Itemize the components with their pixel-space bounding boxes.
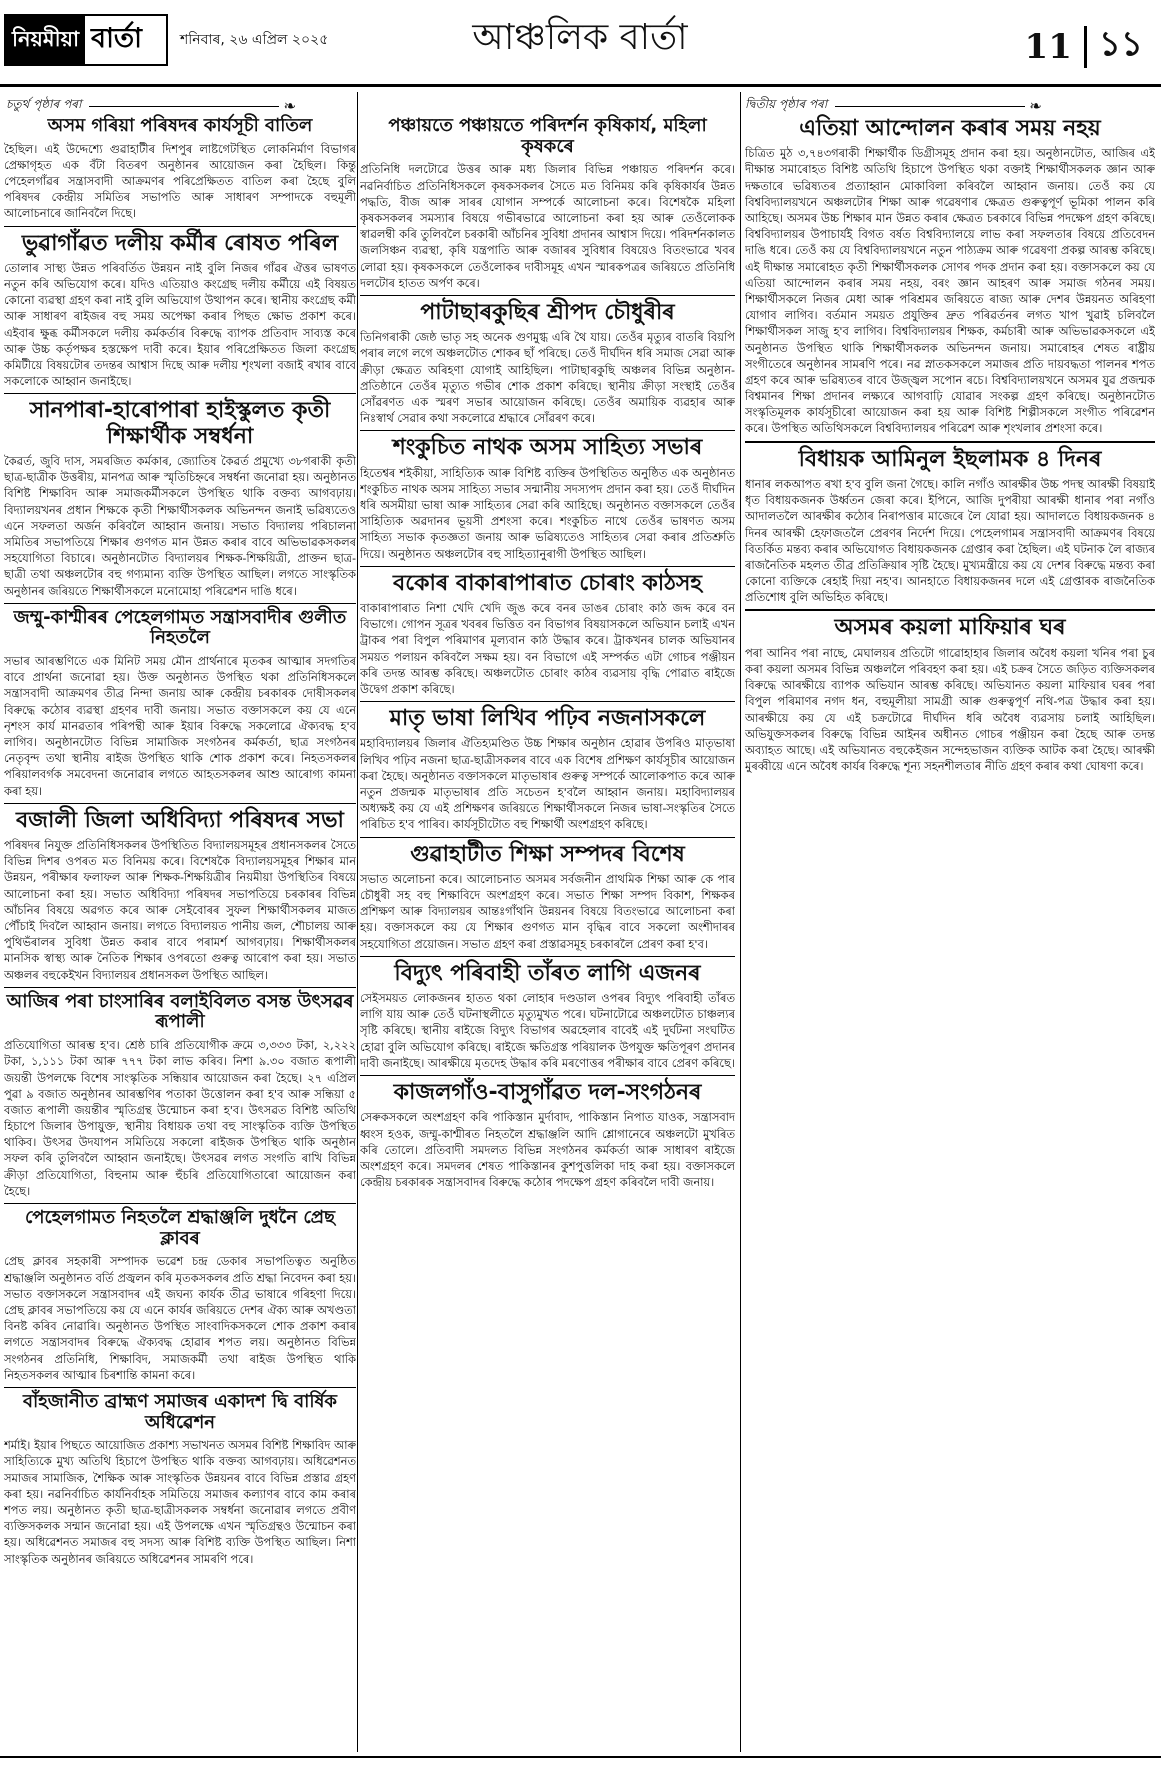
issue-date: শনিবাৰ, ২৬ এপ্ৰিল ২০২৫ (180, 32, 329, 48)
page-number-english: 11 (1024, 26, 1072, 67)
article-body: শৰ্মাই। ইয়াৰ পিছতে আয়োজিত প্ৰকাশ্য সভাখনত অসমৰ বিশিষ্ট শিক্ষাবিদ আৰু সাহিত্যিকে মুখ্য অতিথি হিচাপে উপস্থিত থাকি বক্তব্য আগবঢ়ায়। অধিৱেশনত সমাজৰ সামাজিক, শৈক্ষিক আৰু সাংস্কৃতিক উন্নয়নৰ বাবে বিভিন্ন প্ৰস্তাৱ গ্ৰহণ কৰা হয়। নৱনিৰ্বাচিত কাৰ্যনিৰ্বাহক সমিতিয়ে সমাজৰ কল্যাণৰ বাবে কাম কৰাৰ শপত লয়। অনুষ্ঠানত কৃতী ছাত্ৰ-ছাত্ৰীসকলক সম্বৰ্ধনা জনোৱাৰ লগতে প্ৰবীণ ব্যক্তিসকলক সন্মান জনোৱা হয়। এই উপলক্ষে এখন স্মৃতিগ্ৰন্থও উন্মোচন কৰা হয়। অধিৱেশনত সমাজৰ বহু সদস্য আৰু বিশিষ্ট ব্যক্তি উপস্থিত আছিল। নিশা সাংস্কৃতিক অনুষ্ঠানৰ জৰিয়তে অধিৱেশনৰ সামৰণি পৰে। (4, 1438, 356, 1566)
article-headline: পাটাছাৰকুছিৰ শ্ৰীপদ চৌধুৰীৰ (420, 299, 675, 325)
page-number-assamese: ১১ (1098, 24, 1143, 64)
article-divider (360, 295, 735, 296)
article (4, 1392, 356, 1567)
article-body: পৰিষদৰ নিযুক্ত প্ৰতিনিধিসকলৰ উপস্থিতিত বিদ্যালয়সমূহৰ প্ৰধানসকলৰ সৈতে বিভিন্ন দিশৰ ওপৰত মত বিনিময় কৰে। বিশেষকৈ বিদ্যালয়সমূহৰ শিক্ষাৰ মান উন্নয়ন, পৰীক্ষাৰ ফলাফল আৰু শিক্ষক-শিক্ষয়িত্ৰীৰ নিয়মীয়া উপস্থিতিৰ বিষয়ে আলোচনা কৰা হয়। সভাত অধিবিদ্যা পৰিষদৰ সভাপতিয়ে চৰকাৰৰ বিভিন্ন আঁচনিৰ বিষয়ে অৱগত কৰে আৰু সেইবোৰৰ সুফল শিক্ষাৰ্থীসকলৰ মাজত পৌঁচাই দিবলৈ আহ্বান জনায়। লগতে বিদ্যালয়ত পানীয় জল, শৌচালয় আৰু পুথিভঁৰালৰ সুবিধা উন্নত কৰাৰ বাবে পৰামৰ্শ আগবঢ়ায়। শিক্ষাৰ্থীসকলৰ মানসিক স্বাস্থ্য আৰু নৈতিক শিক্ষাৰ ওপৰতো গুৰুত্ব আৰোপ কৰা হয়। সভাত অঞ্চলৰ বহুকেইখন বিদ্যালয়ৰ প্ৰধানসকল উপস্থিত আছিল। (4, 838, 356, 982)
article-divider (4, 603, 356, 604)
article-divider (360, 566, 735, 567)
continued-right-ornament-icon: ❧ (1029, 97, 1042, 115)
article-divider (4, 1387, 356, 1388)
article-headline: বজালী জিলা অধিবিদ্যা পৰিষদৰ সভা (16, 807, 344, 833)
article-divider (360, 837, 735, 838)
article-divider (745, 609, 1155, 611)
article-divider (360, 430, 735, 431)
article-body: বাকাৰাপাৰাত নিশা খেদি খেদি জুঙ কৰে বনৰ ডাঙৰ চোৰাং কাঠ জব্দ কৰে বন বিভাগে। গোপন সূত্ৰৰ খবৰৰ ভিত্তিত বন বিভাগৰ বিষয়াসকলে অভিযান চলাই এখন ট্ৰাকৰ পৰা বিপুল পৰিমাণৰ মূল্যবান কাঠ উদ্ধাৰ কৰে। ট্ৰাকখনৰ চালক অভিযানৰ সময়ত পলায়ন কৰিবলৈ সক্ষম হয়। বন বিভাগে এই সম্পৰ্কত এটা গোচৰ পঞ্জীয়ন কৰি তদন্ত আৰম্ভ কৰিছে। অঞ্চলটোত চোৰাং কাঠৰ ব্যৱসায় বৃদ্ধি পোৱাত ৰাইজে উদ্বেগ প্ৰকাশ কৰিছে। (360, 601, 735, 696)
article-body: হিতেশ্বৰ শইকীয়া, সাহিত্যিক আৰু বিশিষ্ট ব্যক্তিৰ উপস্থিতিত অনুষ্ঠিত এক অনুষ্ঠানত শংকুচিত নাথক অসম সাহিত্য সভাৰ সন্মানীয় সদস্যপদ প্ৰদান কৰা হয়। তেওঁ দীৰ্ঘদিন ধৰি অসমীয়া ভাষা আৰু সাহিত্যৰ সেৱা কৰি আহিছে। অনুষ্ঠানত বক্তাসকলে তেওঁৰ সাহিত্যিক অৱদানৰ ভূয়সী প্ৰশংসা কৰে। শংকুচিত নাথে তেওঁৰ ভাষণত অসম সাহিত্য সভাক কৃতজ্ঞতা জনায় আৰু ভৱিষ্যতেও সাহিত্যৰ সেৱা কৰাৰ প্ৰতিশ্ৰুতি দিয়ে। অনুষ্ঠানত অঞ্চলটোৰ বহু সাহিত্যানুৰাগী উপস্থিত আছিল। (360, 465, 735, 561)
column-middle (360, 112, 735, 1752)
article (360, 571, 735, 697)
column-divider (740, 92, 741, 1752)
article-headline: শংকুচিত নাথক অসম সাহিত্য সভাৰ (392, 435, 703, 461)
article (360, 116, 735, 291)
article-headline: কাজলগাঁও-বাসুগাঁৱত দল-সংগঠনৰ (393, 1080, 702, 1106)
article-headline: গুৱাহাটীত শিক্ষা সম্পদৰ বিশেষ (410, 841, 685, 867)
continued-right-text: দ্বিতীয় পৃষ্ঠাৰ পৰা (745, 97, 828, 111)
article-headline: অসমৰ কয়লা মাফিয়াৰ ঘৰ (834, 615, 1066, 641)
article (360, 435, 735, 561)
article (4, 231, 356, 390)
article-divider (360, 1075, 735, 1076)
article (360, 842, 735, 952)
article-body: ধানাৰ লকআপত ৰখা হ'ব বুলি জনা গৈছে। কালি নগাঁও আৰক্ষীৰ উচ্চ পদস্থ আৰক্ষী বিষয়াই ধৃত বিধায়কজনক উৰ্ধ্বতন জেৰা কৰে। ইপিনে, আজি দুপৰীয়া আৰক্ষী ধানাৰ পৰা নগাঁও আদালতলৈ আৰক্ষীৰ কঠোৰ নিৰাপত্তাৰ মাজেৰে লৈ যোৱা হয়। আদালতে বিধায়কজনক ৪ দিনৰ আৰক্ষী হেফাজতলৈ প্ৰেৰণৰ নিৰ্দেশ দিয়ে। পেহেলগামৰ সন্ত্ৰাসবাদী আক্ৰমণৰ বিষয়ে বিতৰ্কিত মন্তব্য কৰাৰ অভিযোগত বিধায়কজনক গ্ৰেপ্তাৰ কৰা হৈছিল। এই ঘটনাক লৈ ৰাজ্যৰ ৰাজনৈতিক মহলত তীব্ৰ প্ৰতিক্ৰিয়াৰ সৃষ্টি হৈছে। মুখ্যমন্ত্ৰীয়ে কয় যে দেশৰ বিৰুদ্ধে মন্তব্য কৰা কোনো ব্যক্তিকে ৰেহাই দিয়া নহ'ব। আনহাতে বিধায়কজনৰ দলে এই গ্ৰেপ্তাৰক ৰাজনৈতিক প্ৰতিশোধ বুলি অভিহিত কৰিছে। (745, 476, 1155, 605)
article (745, 615, 1155, 774)
article (360, 961, 735, 1071)
article-headline: এতিয়া আন্দোলন কৰাৰ সময় নহয় (799, 116, 1101, 141)
continued-right-line (835, 106, 1025, 107)
article (745, 116, 1155, 437)
article-body: তিনিগৰাকী জেষ্ঠ ভাতৃ সহ অনেক গুণমুগ্ধ এৰি থৈ যায়। তেওঁৰ মৃত্যুৰ বাতৰি বিয়পি পৰাৰ লগে লগে অঞ্চলটোত শোকৰ ছাঁ পৰিছে। তেওঁ দীৰ্ঘদিন ধৰি সমাজ সেৱা আৰু ক্ৰীড়া ক্ষেত্ৰত অৰিহণা যোগাই আহিছিল। পাটাছাৰকুছি অঞ্চলৰ বিভিন্ন অনুষ্ঠান-প্ৰতিষ্ঠানে তেওঁৰ মৃত্যুত গভীৰ শোক প্ৰকাশ কৰিছে। স্থানীয় ক্ৰীড়া সংস্থাই তেওঁৰ সোঁৱৰণত এক স্মৰণ সভাৰ আয়োজন কৰিছে। তেওঁৰ অমায়িক ব্যৱহাৰ আৰু নিঃস্বাৰ্থ সেৱাৰ কথা সকলোৱে শ্ৰদ্ধাৰে সোঁৱৰণ কৰে। (360, 330, 735, 426)
article-headline: আজিৰ পৰা চাংসাৰিৰ বলাইবিলত বসন্ত উৎসৱৰ ৰূপালী (6, 990, 354, 1033)
page-number-divider (1084, 26, 1087, 68)
article-body: সভাত অলোচনা কৰে। আলোচনাত অসমৰ সৰ্বজনীন প্ৰাথমিক শিক্ষা আৰু কে পাৰ চৌধুৰী সহ বহু শিক্ষাবিদে অংশগ্ৰহণ কৰে। সভাত শিক্ষা সম্পদ বিকাশ, শিক্ষকৰ প্ৰশিক্ষণ আৰু বিদ্যালয়ৰ আন্তঃগাঁথনি উন্নয়নৰ বিষয়ে বিতংভাৱে আলোচনা কৰা হয়। বক্তাসকলে কয় যে শিক্ষাৰ গুণগত মান বৃদ্ধিৰ বাবে সকলো অংশীদাৰৰ সহযোগিতা প্ৰয়োজন। সভাত গ্ৰহণ কৰা প্ৰস্তাৱসমূহ চৰকাৰলৈ প্ৰেৰণ কৰা হ'ব। (360, 871, 735, 951)
article-headline: পেহেলগামত নিহতলৈ শ্ৰদ্ধাঞ্জলি দুধনৈ প্ৰেছ ক্লাবৰ (25, 1207, 335, 1249)
article-headline: অসম গৰিয়া পৰিষদৰ কাৰ্যসূচী বাতিল (47, 115, 313, 136)
logo-part-2: বাৰ্তা (91, 22, 142, 54)
continued-left-line (89, 106, 279, 107)
article-headline: বিদ্যুৎ পৰিবাহী তাঁৰত লাগি এজনৰ (394, 960, 701, 986)
column-right (745, 112, 1155, 1752)
article-headline: বিধায়ক আমিনুল ইছলামক ৪ দিনৰ (798, 446, 1102, 472)
page-number (1025, 18, 1143, 75)
column-left (4, 112, 356, 1752)
article-headline: বকোৰ বাকাৰাপাৰাত চোৰাং কাঠসহ (392, 570, 702, 596)
article-divider (4, 393, 356, 394)
article-body: তোলাৰ সাস্থ্য উন্নত পৰিবৰ্তিত উন্নয়ন নাই বুলি নিজৰ গাঁৱৰ ঐত্তৰ ভাষণত নতুন কৰি অভিযোগ কৰে। যদিও এতিয়াও কংগ্ৰেছ দলীয় কৰ্মীয়ে এই বিষয়ত কোনো ব্যৱস্থা গ্ৰহণ কৰা নাই বুলি অভিযোগ উত্থাপন কৰে। স্থানীয় কংগ্ৰেছ কৰ্মী আৰু সাধাৰণ ৰাইজৰ বহু সময় অপেক্ষা কৰাৰ পিছত ক্ষোভ প্ৰকাশ কৰে। এইবাৰ ক্ষুব্ধ কৰ্মীসকলে দলীয় কৰ্মকৰ্তাৰ বিৰুদ্ধে ব্যাপক প্ৰতিবাদ সাব্যস্ত কৰে আৰু উচ্চ কৰ্তৃপক্ষৰ হস্তক্ষেপ দাবী কৰে। ইয়াৰ পৰিপ্ৰেক্ষিতত জিলা কংগ্ৰেছ কমিটীয়ে বিষয়টোৰ তদন্তৰ আশ্বাস দিছে আৰু দলীয় শৃংখলা বজাই ৰখাৰ বাবে সকলোকে আহ্বান জনাইছে। (4, 260, 356, 389)
article-headline: জম্মু-কাশ্মীৰৰ পেহেলগামত সন্ত্ৰাসবাদীৰ গুলীত নিহতলৈ (13, 606, 347, 649)
article-headline: সানপাৰা-হাৰোপাৰা হাইস্কুলত কৃতী শিক্ষাৰ্থীক সম্বৰ্ধনা (29, 398, 331, 449)
article-body: প্ৰেছ ক্লাবৰ সহকাৰী সম্পাদক ভৱেশ চন্দ্ৰ ডেকাৰ সভাপতিত্বত অনুষ্ঠিত শ্ৰদ্ধাঞ্জলি অনুষ্ঠানত বৰ্তি প্ৰজ্বলন কৰি মৃতকসকলৰ প্ৰতি শ্ৰদ্ধা নিবেদন কৰা হয়। সভাত বক্তাসকলে সন্ত্ৰাসবাদৰ এই জঘন্য কাৰ্যক তীব্ৰ ভাষাৰে গৰিহণা দিয়ে। প্ৰেছ ক্লাবৰ সভাপতিয়ে কয় যে এনে কাৰ্যৰ জৰিয়তে দেশৰ ঐক্য আৰু অখণ্ডতা বিনষ্ট কৰিব নোৱাৰি। অনুষ্ঠানত উপস্থিত সাংবাদিকসকলে শোক প্ৰকাশ কৰাৰ লগতে সন্ত্ৰাসবাদৰ বিৰুদ্ধে ঐক্যবদ্ধ হোৱাৰ শপত লয়। অনুষ্ঠানত বিভিন্ন সংগঠনৰ প্ৰতিনিধি, শিক্ষাবিদ, সমাজকৰ্মী তথা ৰাইজ উপস্থিত থাকি নিহতসকলৰ আত্মাৰ চিৰশান্তি কামনা কৰে। (4, 1254, 356, 1382)
logo-part-1: নিয়মীয়া (6, 16, 85, 64)
article (4, 992, 356, 1199)
article-divider (4, 803, 356, 804)
newspaper-logo (4, 14, 168, 66)
article (4, 116, 356, 222)
article-body: সভাৰ আৰম্ভণিতে এক মিনিট সময় মৌন প্ৰাৰ্থনাৰে মৃতকৰ আত্মাৰ সদগতিৰ বাবে প্ৰাৰ্থনা জনোৱা হয়। উক্ত অনুষ্ঠানত উপস্থিত থকা প্ৰতিনিধিসকলে সন্ত্ৰাসবাদী আক্ৰমণৰ তীব্ৰ নিন্দা জনায় আৰু কেন্দ্ৰীয় চৰকাৰক দোষীসকলৰ বিৰুদ্ধে কঠোৰ ব্যৱস্থা গ্ৰহণৰ দাবী জনায়। সভাত বক্তাসকলে কয় যে এনে নৃশংস কাৰ্য মানৱতাৰ পৰিপন্থী আৰু ইয়াৰ বিৰুদ্ধে সকলোৱে ঐক্যবদ্ধ হ'ব লাগিব। অনুষ্ঠানটোত বিভিন্ন সামাজিক সংগঠনৰ কৰ্মকৰ্তা, ছাত্ৰ সংগঠনৰ নেতৃবৃন্দ তথা স্থানীয় ৰাইজ উপস্থিত থাকি শোক প্ৰকাশ কৰে। নিহতসকলৰ পৰিয়ালবৰ্গক সমবেদনা জনোৱাৰ লগতে আহতসকলৰ আশু আৰোগ্য কামনা কৰা হয়। (4, 654, 356, 798)
article-headline: পঞ্চায়তে পঞ্চায়তে পৰিদৰ্শন কৃষিকাৰ্য, মহিলা কৃষকৰে (388, 115, 707, 157)
article-body: প্ৰতিযোগিতা আৰম্ভ হ'ব। শ্ৰেষ্ঠ চাৰি প্ৰতিযোগীক ক্ৰমে ৩,৩৩৩ টকা, ২,২২২ টকা, ১,১১১ টকা আৰু ৭৭৭ টকা লাভ কৰিব। নিশা ৯.৩০ বজাত ৰূপালী জয়ন্তী উপলক্ষে বিশেষ সাংস্কৃতিক সন্ধিয়াৰ আয়োজন কৰা হৈছে। ২৭ এপ্ৰিল পুৱা ৯ বজাত অনুষ্ঠানৰ আৰম্ভণিৰ পতাকা উত্তোলন কৰা হ'ব আৰু সন্ধিয়া ৫ বজাত ৰূপালী জয়ন্তীৰ স্মৃতিগ্ৰন্থ উন্মোচন কৰা হ'ব। উৎসৱত বিশিষ্ট অতিথি হিচাপে জিলাৰ উপায়ুক্ত, স্থানীয় বিধায়ক তথা বহু সাংস্কৃতিক ব্যক্তি উপস্থিত থাকিব। উৎসৱ উদযাপন সমিতিয়ে সকলো ৰাইজক উপস্থিত থাকি অনুষ্ঠান সফল কৰি তুলিবলৈ আহ্বান জনাইছে। উৎসৱৰ লগত সংগতি ৰাখি বিভিন্ন ক্ৰীড়া প্ৰতিযোগিতা, বিহুনাম আৰু হুঁচৰি প্ৰতিযোগিতাৰো আয়োজন কৰা হৈছে। (4, 1038, 356, 1198)
article-body: মহাবিদ্যালয়ৰ জিলাৰ ঐতিহ্যমণ্ডিত উচ্চ শিক্ষাৰ অনুষ্ঠান হোৱাৰ উপৰিও মাতৃভাষা লিখিব পঢ়িব নজনা ছাত্ৰ-ছাত্ৰীসকলৰ বাবে এক বিশেষ প্ৰশিক্ষণ কাৰ্যসূচীৰ আয়োজন কৰা হৈছে। অনুষ্ঠানত বক্তাসকলে মাতৃভাষাৰ গুৰুত্ব সম্পৰ্কে আলোকপাত কৰে আৰু নতুন প্ৰজন্মক মাতৃভাষাৰ প্ৰতি সচেতন হ'বলৈ আহ্বান জনায়। মহাবিদ্যালয়ৰ অধ্যক্ষই কয় যে এই প্ৰশিক্ষণৰ জৰিয়তে শিক্ষাৰ্থীসকলে নিজৰ ভাষা-সংস্কৃতিৰ সৈতে পৰিচিত হ'ব পাৰিব। কাৰ্যসূচীটোত বহু শিক্ষাৰ্থী অংশগ্ৰহণ কৰিছে। (360, 736, 735, 832)
article-divider (4, 1203, 356, 1204)
article-divider (4, 226, 356, 227)
article-body: চিত্ৰিত মুঠ ৩,৭৪৩গৰাকী শিক্ষাৰ্থীক ডিগ্ৰীসমূহ প্ৰদান কৰা হয়। অনুষ্ঠানটোত, আজিৰ এই দীক্ষান্ত সমাৰোহত বিশিষ্ট অতিথি হিচাপে উপস্থিত থকা বক্তাই শিক্ষাৰ্থীসকলক জ্ঞান আৰু দক্ষতাৰে ভৱিষ্যতৰ প্ৰত্যাহ্বান মোকাবিলা কৰিবলৈ আহ্বান জনায়। তেওঁ কয় যে বিশ্ববিদ্যালয়খনে অঞ্চলটোৰ শিক্ষা আৰু গৱেষণাৰ ক্ষেত্ৰত গুৰুত্বপূৰ্ণ ভূমিকা পালন কৰি আহিছে। অসমৰ উচ্চ শিক্ষাৰ মান উন্নত কৰাৰ ক্ষেত্ৰত চৰকাৰে বিভিন্ন পদক্ষেপ গ্ৰহণ কৰিছে। বিশ্ববিদ্যালয়ৰ উপাচাৰ্যই বিগত বৰ্ষত বিশ্ববিদ্যালয়ে লাভ কৰা সফলতাৰ বিষয়ে প্ৰতিবেদন দাঙি ধৰে। তেওঁ কয় যে বিশ্ববিদ্যালয়খনে নতুন পাঠ্যক্ৰম আৰু গৱেষণা প্ৰকল্প আৰম্ভ কৰিছে। এই দীক্ষান্ত সমাৰোহত কৃতী শিক্ষাৰ্থীসকলক সোণৰ পদক প্ৰদান কৰা হয়। বক্তাসকলে কয় যে এতিয়া আন্দোলন কৰাৰ সময় নহয়, বৰং জ্ঞান আহৰণ আৰু সমাজ গঠনৰ সময়। শিক্ষাৰ্থীসকলে নিজৰ মেধা আৰু পৰিশ্ৰমৰ জৰিয়তে ৰাজ্য আৰু দেশৰ উন্নয়নত অৰিহণা যোগাব লাগিব। বৰ্তমান সময়ত প্ৰযুক্তিৰ দ্ৰুত পৰিৱৰ্তনৰ লগত খাপ খুৱাই চলিবলৈ শিক্ষাৰ্থীসকল সাজু হ'ব লাগিব। বিশ্ববিদ্যালয়ৰ শিক্ষক, কৰ্মচাৰী আৰু অভিভাৱকসকলে এই অনুষ্ঠানত উপস্থিত থাকি শিক্ষাৰ্থীসকলক অভিনন্দন জনায়। সমাৰোহৰ শেষত ৰাষ্ট্ৰীয় সংগীতেৰে অনুষ্ঠানৰ সামৰণি পৰে। নৱ স্নাতকসকলে সমাজৰ প্ৰতি দায়বদ্ধতা পালনৰ শপত গ্ৰহণ কৰে আৰু ভৱিষ্যতৰ বাবে উজ্জ্বল সপোন ৰচে। বিশ্ববিদ্যালয়খনে অসমৰ যুৱ প্ৰজন্মক বিশ্বমানৰ শিক্ষা প্ৰদানৰ লক্ষ্যৰে আগবাঢ়ি যোৱাৰ সংকল্প গ্ৰহণ কৰিছে। অনুষ্ঠানটোত সংস্কৃতিমূলক কাৰ্যসূচীৰো আয়োজন কৰা হয় আৰু বিশিষ্ট শিল্পীসকলে সংগীত পৰিৱেশন কৰে। উপস্থিত অতিথিসকলে বিশ্ববিদ্যালয়ৰ পৰিৱেশ আৰু শৃংখলাৰ প্ৰশংসা কৰে। (745, 146, 1155, 436)
article (360, 300, 735, 426)
article-headline: মাতৃ ভাষা লিখিব পঢ়িব নজনাসকলে (389, 706, 706, 732)
article-body: কৈৱৰ্ত, জুবি দাস, সমৰজিত কৰ্মকাৰ, জ্যোতিষ কৈৱৰ্ত প্ৰমুখ্যে ৩৮গৰাকী কৃতী ছাত্ৰ-ছাত্ৰীক উত্তৰীয়, মানপত্ৰ আৰু স্মৃতিচিহ্নৰে সম্বৰ্ধনা জনোৱা হয়। অনুষ্ঠানত বিশিষ্ট শিক্ষাবিদ আৰু সমাজকৰ্মীসকলে উপস্থিত থাকি বক্তব্য আগবঢ়ায়। বিদ্যালয়খনৰ প্ৰধান শিক্ষকে কৃতী শিক্ষাৰ্থীসকলক অভিনন্দন জনাই ভৱিষ্যতেও এনে সফলতা অৰ্জন কৰিবলৈ আহ্বান জনায়। সভাত বিদ্যালয় পৰিচালনা সমিতিৰ সভাপতিয়ে শিক্ষাৰ গুণগত মান উন্নত কৰাৰ বাবে অভিভাৱকসকলৰ সহযোগিতা বিচাৰে। অনুষ্ঠানটোত বিদ্যালয়ৰ শিক্ষক-শিক্ষয়িত্ৰী, প্ৰাক্তন ছাত্ৰ-ছাত্ৰী তথা অঞ্চলটোৰ বহু গণ্যমান্য ব্যক্তি উপস্থিত আছিল। লগতে সাংস্কৃতিক অনুষ্ঠানৰ জৰিয়তে শিক্ষাৰ্থীসকলে মনোমোহা পৰিৱেশন দাঙি ধৰে। (4, 454, 356, 598)
page-bottom-rule (0, 1756, 1161, 1758)
article-divider (360, 701, 735, 702)
article (360, 706, 735, 832)
article-divider (4, 987, 356, 988)
article-body: সেৰুকসকলে অংশগ্ৰহণ কৰি পাকিস্তান মুৰ্দাবাদ, পাকিস্তান নিপাত যাওক, সন্ত্ৰাসবাদ ধ্বংস হওক, জম্মু-কাশ্মীৰত নিহতলৈ শ্ৰদ্ধাঞ্জলি আদি শ্লোগানেৰে অঞ্চলটো মুখৰিত কৰি তোলে। প্ৰতিবাদী সমদলত বিভিন্ন সংগঠনৰ কৰ্মকৰ্তা আৰু সাধাৰণ ৰাইজে অংশগ্ৰহণ কৰে। সমদলৰ শেষত পাকিস্তানৰ কুশপুত্তলিকা দাহ কৰা হয়। বক্তাসকলে কেন্দ্ৰীয় চৰকাৰক সন্ত্ৰাসবাদৰ বিৰুদ্ধে কঠোৰ পদক্ষেপ গ্ৰহণ কৰিবলৈ দাবী জনায়। (360, 1110, 735, 1190)
column-divider (357, 92, 358, 1752)
article (4, 398, 356, 598)
article (745, 447, 1155, 606)
article (4, 1208, 356, 1383)
continued-left-ornament-icon: ❧ (283, 97, 297, 115)
article-divider (360, 956, 735, 957)
article-divider (745, 441, 1155, 443)
article-body: প্ৰতিনিধি দলটোৱে উত্তৰ আৰু মধ্য জিলাৰ বিভিন্ন পঞ্চায়ত পৰিদৰ্শন কৰে। নৱনিৰ্বাচিত প্ৰতিনিধিসকলে কৃষকসকলৰ সৈতে মত বিনিময় কৰি কৃষিকাৰ্যৰ উন্নত পদ্ধতি, বীজ আৰু সাৰৰ যোগান সম্পৰ্কে আলোচনা কৰে। বিশেষকৈ মহিলা কৃষকসকলৰ সমস্যাৰ বিষয়ে গভীৰভাৱে আলোচনা কৰা হয় আৰু তেওঁলোকক স্বাৱলম্বী কৰি তুলিবলৈ চৰকাৰী আঁচনিৰ সুবিধা প্ৰদানৰ আশ্বাস দিয়ে। পৰিদৰ্শনকালত জলসিঞ্চন ব্যৱস্থা, কৃষি যন্ত্ৰপাতি আৰু বজাৰৰ সুবিধাৰ বিষয়েও বিতংভাৱে খবৰ লোৱা হয়। কৃষকসকলে তেওঁলোকৰ দাবীসমূহ এখন স্মাৰকপত্ৰৰ জৰিয়তে প্ৰতিনিধি দলটোৰ হাতত অৰ্পণ কৰে। (360, 162, 735, 290)
article (360, 1080, 735, 1190)
article (4, 808, 356, 983)
article-body: সেইসময়ত লোকজনৰ হাতত থকা লোহাৰ দণ্ডডাল ওপৰৰ বিদ্যুৎ পৰিবাহী তাঁৰত লাগি যায় আৰু তেওঁ ঘটনাস্থলীতে মৃত্যুমুখত পৰে। ঘটনাটোৱে অঞ্চলটোত চাঞ্চল্যৰ সৃষ্টি কৰিছে। স্থানীয় ৰাইজে বিদ্যুৎ বিভাগৰ অৱহেলাৰ বাবেই এই দুৰ্ঘটনা সংঘটিত হোৱা বুলি অভিযোগ কৰিছে। ৰাইজে ক্ষতিগ্ৰস্ত পৰিয়ালক উপযুক্ত ক্ষতিপূৰণ প্ৰদানৰ দাবী জনাইছে। আৰক্ষীয়ে মৃতদেহ উদ্ধাৰ কৰি মৰণোত্তৰ পৰীক্ষাৰ বাবে প্ৰেৰণ কৰিছে। (360, 991, 735, 1070)
section-title: আঞ্চলিক বাৰ্তা (472, 17, 688, 58)
continued-left-text: চতুৰ্থ পৃষ্ঠাৰ পৰা (6, 97, 82, 111)
article-body: পৰা আনিব পৰা নাছে, মেঘালয়ৰ প্ৰতিটো গাৱোহাহাৰ জিলাৰ অবৈধ কয়লা খনিৰ পৰা চুৰ কৰা কয়লা অসমৰ বিভিন্ন অঞ্চললৈ পৰিবহণ কৰা হয়। এই চক্ৰৰ সৈতে জড়িত ব্যক্তিসকলৰ বিৰুদ্ধে আৰক্ষীয়ে ব্যাপক অভিযান আৰম্ভ কৰিছে। অভিযানত কয়লা মাফিয়াৰ ঘৰৰ পৰা বিপুল পৰিমাণৰ নগদ ধন, বহুমূলীয়া সামগ্ৰী আৰু গুৰুত্বপূৰ্ণ নথি-পত্ৰ উদ্ধাৰ কৰা হয়। আৰক্ষীয়ে কয় যে এই চক্ৰটোৱে দীৰ্ঘদিন ধৰি অবৈধ ব্যৱসায় চলাই আহিছিল। অভিযুক্তসকলৰ বিৰুদ্ধে বিভিন্ন আইনৰ অধীনত গোচৰ পঞ্জীয়ন কৰা হৈছে আৰু তদন্ত অব্যাহত আছে। এই অভিযানত বহুকেইজন সন্দেহভাজন ব্যক্তিক আটক কৰা হৈছে। আৰক্ষী মুৰব্বীয়ে এনে অবৈধ কাৰ্যৰ বিৰুদ্ধে শূন্য সহনশীলতাৰ নীতি গ্ৰহণ কৰাৰ কথা ঘোষণা কৰে। (745, 645, 1155, 774)
masthead-rule (0, 84, 1161, 87)
article-body: হৈছিল। এই উদ্দেশ্যে গুৱাহাটীৰ দিশপুৰ লাষ্টগেটস্থিত লোকনিৰ্মাণ বিভাগৰ প্ৰেক্ষাগৃহত এক বঁটা বিতৰণ অনুষ্ঠানৰ আয়োজন কৰা হৈছিল। কিন্তু পেহেলগাঁৱৰ সন্ত্ৰাসবাদী আক্ৰমণৰ পৰিপ্ৰেক্ষিতত বাতিল কৰা হৈছে বুলি পৰিষদৰ কেন্দ্ৰীয় সমিতিৰ সভাপতি আৰু সাধাৰণ সম্পাদকে বহুমূলী আলোচনাৰে জানিবলৈ দিছে। (4, 141, 356, 221)
article-headline: বাঁহজানীত ব্ৰাহ্মণ সমাজৰ একাদশ দ্বি বাৰ্ষিক অধিৱেশন (23, 1390, 337, 1433)
article (4, 608, 356, 799)
article-headline: ভুৱাগাঁৱত দলীয় কৰ্মীৰ ৰোষত পৰিল (21, 230, 339, 256)
